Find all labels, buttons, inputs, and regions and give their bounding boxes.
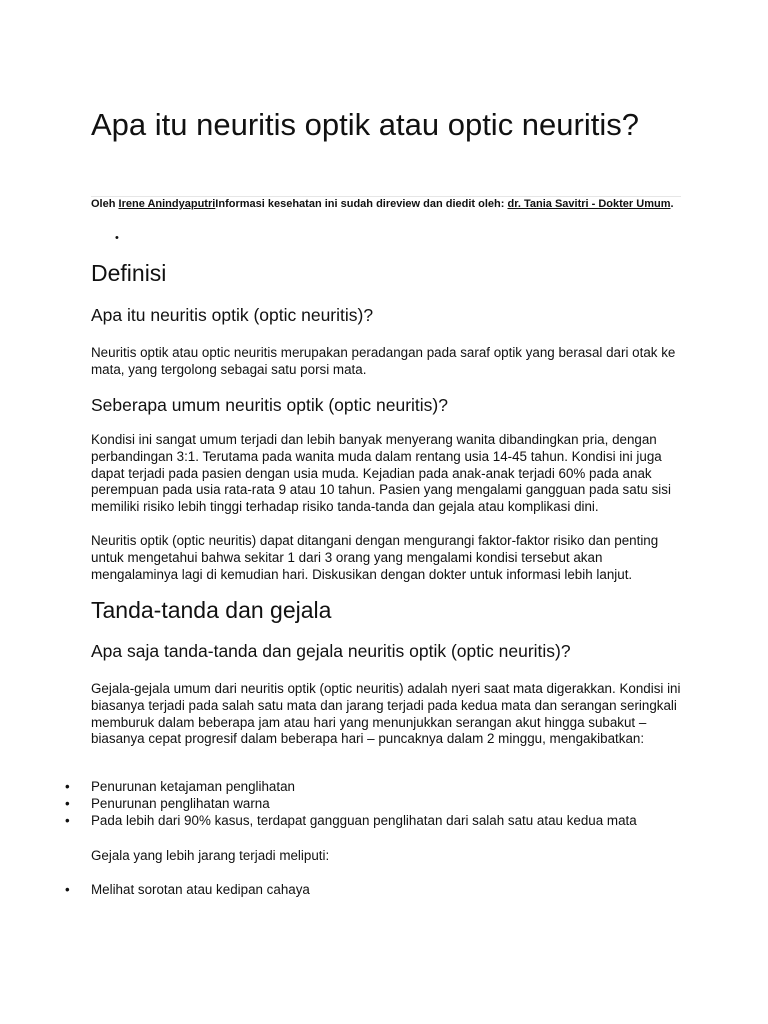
bullet-dot: •: [65, 812, 70, 828]
question-heading-tanda-gejala: Apa saja tanda-tanda dan gejala neuritis optik (optic neuritis)?: [91, 641, 571, 661]
paragraph-gejala-jarang: Gejala yang lebih jarang terjadi meliputi:: [91, 848, 330, 863]
symptom-list: [65, 779, 681, 829]
reviewer-link[interactable]: dr. Tania Savitri - Dokter Umum: [507, 198, 671, 210]
review-text: Informasi kesehatan ini sudah direview dan diedit oleh:: [215, 198, 508, 210]
author-link[interactable]: Irene Anindyaputri: [118, 198, 216, 210]
byline: [91, 198, 681, 211]
paragraph-penanganan: Neuritis optik (optic neuritis) dapat ditangani dengan mengurangi faktor-faktor risiko dan penting untuk mengetahui bahwa sekitar 1 dari 3 orang yang mengalami kondisi tersebut akan mengalaminya lagi di kemudian hari. Diskusikan dengan dokter untuk informasi lebih lanjut.: [91, 533, 659, 582]
list-item-text: Pada lebih dari 90% kasus, terdapat gangguan penglihatan dari salah satu atau kedua mata: [91, 812, 637, 828]
list-item-text: Melihat sorotan atau kedipan cahaya: [91, 882, 310, 897]
list-item: [65, 812, 681, 830]
bullet-dot: •: [65, 779, 70, 794]
list-item-text: Penurunan penglihatan warna: [91, 795, 270, 811]
page-title: Apa itu neuritis optik atau optic neuritis?: [91, 107, 639, 142]
paragraph-gejala-umum: Gejala-gejala umum dari neuritis optik (optic neuritis) adalah nyeri saat mata digerakkan. Kondisi ini biasanya terjadi pada salah satu mata dan jarang terjadi pada kedua mata dan serangan seringkali memburuk dalam beberapa jam atau hari yang menunjukkan serangan akut hingga subakut – biasanya cepat progresif dalam beberapa hari – puncaknya dalam 2 minggu, mengakibatkan:: [91, 681, 681, 747]
list-item: [65, 779, 681, 796]
question-heading-apa-itu: Apa itu neuritis optik (optic neuritis)?: [91, 305, 374, 325]
rare-symptom-list: [65, 882, 681, 899]
list-item: [65, 795, 681, 813]
bullet-dot: •: [65, 795, 70, 811]
empty-list-bullet: •: [115, 232, 119, 244]
paragraph-definisi: Neuritis optik atau optic neuritis merupakan peradangan pada saraf optik yang berasal dari otak ke mata, yang tergolong sebagai satu porsi mata.: [91, 345, 676, 377]
section-heading-gejala: Tanda-tanda dan gejala: [91, 597, 332, 623]
list-item: [65, 882, 681, 899]
paragraph-prevalensi: Kondisi ini sangat umum terjadi dan lebih banyak menyerang wanita dibandingkan pria, dengan perbandingan 3:1. Terutama pada wanita muda dalam rentang usia 14-45 tahun. Kondisi ini juga dapat terjadi pada pasien dengan usia muda. Kejadian pada anak-anak terjadi 60% pada anak perempuan pada usia rata-rata 9 atau 10 tahun. Pasien yang mengalami gangguan pada satu sisi memiliki risiko lebih tinggi terhadap risiko tanda-tanda dan gejala atau komplikasi dini.: [91, 432, 671, 515]
list-item-text: Penurunan ketajaman penglihatan: [91, 779, 295, 794]
byline-suffix: .: [670, 198, 674, 210]
question-heading-seberapa-umum: Seberapa umum neuritis optik (optic neuritis)?: [91, 395, 448, 415]
title-divider: [91, 196, 681, 197]
bullet-dot: •: [65, 882, 70, 897]
byline-prefix: Oleh: [91, 198, 119, 210]
section-heading-definisi: Definisi: [91, 260, 167, 286]
